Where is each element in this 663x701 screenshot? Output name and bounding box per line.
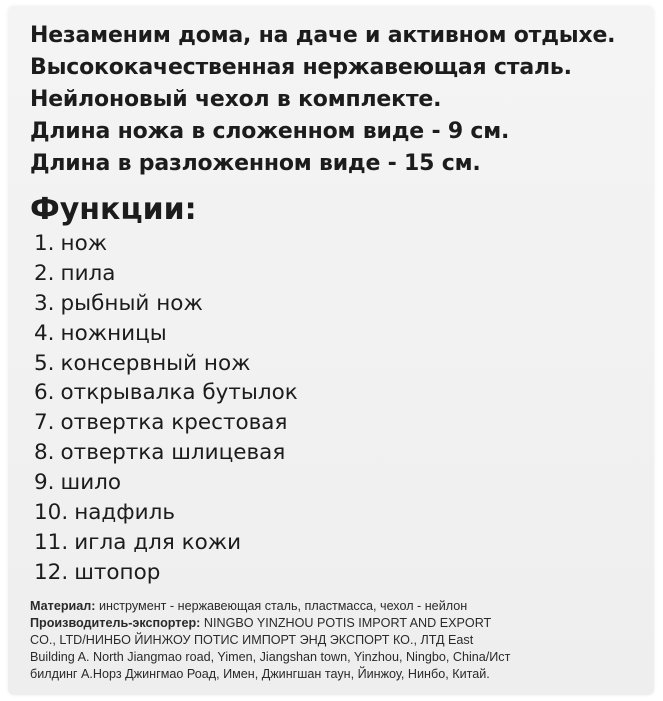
item-label: шило <box>60 470 122 496</box>
list-item <box>34 289 594 319</box>
list-item <box>34 378 594 408</box>
producer-line <box>30 615 645 632</box>
manufacturer-info <box>30 598 645 683</box>
item-number: 3. <box>34 290 55 316</box>
intro-line: Длина в разложенном виде - 15 см. <box>30 151 481 176</box>
item-number: 4. <box>34 320 55 346</box>
item-label: ножницы <box>60 320 167 346</box>
list-item <box>34 468 594 498</box>
item-label: отвертка шлицевая <box>60 440 286 466</box>
intro-description <box>30 20 650 180</box>
item-number: 7. <box>34 410 55 436</box>
producer-label: Производитель-экспортер: <box>30 616 201 630</box>
item-number: 2. <box>34 260 55 286</box>
list-item <box>34 498 594 528</box>
item-label: надфиль <box>74 500 176 526</box>
intro-line: Незаменим дома, на даче и активном отдыхе. <box>30 23 616 48</box>
producer-line: билдинг А.Норз Джингмао Роад, Имен, Джингшан таун, Йинжоу, Нинбо, Китай. <box>30 667 490 681</box>
intro-line: Нейлоновый чехол в комплекте. <box>30 87 442 112</box>
functions-list <box>34 229 594 588</box>
list-item <box>34 319 594 349</box>
list-item <box>34 259 594 289</box>
list-item <box>34 558 594 588</box>
producer-line: CO., LTD/НИНБО ЙИНЖОУ ПОТИС ИМПОРТ ЭНД ЭКСПОРТ КО., ЛТД East <box>30 633 474 647</box>
item-number: 6. <box>34 380 55 406</box>
item-number: 5. <box>34 350 55 376</box>
material-value: инструмент - нержавеющая сталь, пластмасса, чехол - нейлон <box>95 599 468 613</box>
item-number: 12. <box>34 559 69 585</box>
producer-value: NINGBO YINZHOU POTIS IMPORT AND EXPORT <box>200 616 492 630</box>
functions-heading: Функции: <box>30 192 197 227</box>
item-label: отвертка крестовая <box>60 410 288 436</box>
item-number: 1. <box>34 231 55 256</box>
item-label: нож <box>60 231 108 256</box>
list-item <box>34 408 594 438</box>
intro-line: Длина ножа в сложенном виде - 9 см. <box>30 119 510 144</box>
producer-line: Building A. North Jiangmao road, Yimen, Jiangshan town, Yinzhou, Ningbo, China/Ист <box>30 650 511 664</box>
item-number: 10. <box>34 500 69 526</box>
material-label: Материал: <box>30 599 96 613</box>
intro-line: Высококачественная нержавеющая сталь. <box>30 55 572 80</box>
item-label: рыбный нож <box>60 290 203 316</box>
item-label: открывалка бутылок <box>60 380 298 406</box>
item-number: 8. <box>34 440 55 466</box>
item-label: игла для кожи <box>74 529 242 555</box>
item-number: 11. <box>34 529 69 555</box>
list-item <box>34 349 594 379</box>
list-item <box>34 229 594 259</box>
item-number: 9. <box>34 470 55 496</box>
material-line <box>30 598 645 615</box>
item-label: штопор <box>74 559 161 585</box>
list-item <box>34 528 594 558</box>
item-label: пила <box>60 260 116 286</box>
list-item <box>34 438 594 468</box>
item-label: консервный нож <box>60 350 251 376</box>
